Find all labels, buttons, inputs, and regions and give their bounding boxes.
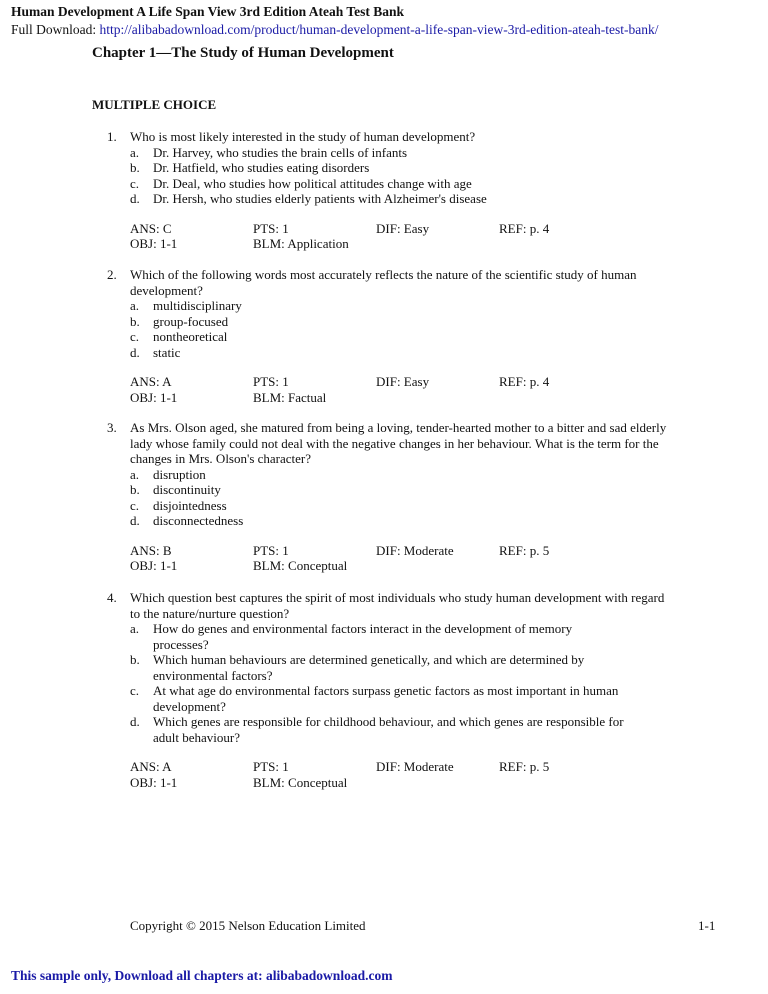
option-text: discontinuity — [153, 482, 221, 497]
ref-field: REF: p. 5 — [499, 542, 550, 558]
answer-meta — [130, 759, 707, 790]
download-link[interactable]: http://alibabadownload.com/product/human-development-a-life-span-view-3rd-edition-ateah-test-bank/ — [99, 22, 659, 37]
option-letter: b. — [130, 160, 140, 175]
option-letter: a. — [130, 621, 140, 636]
option-c — [130, 329, 707, 345]
banner-download-line — [11, 22, 658, 38]
option-letter: c. — [130, 497, 140, 513]
dif-field: DIF: Moderate — [376, 759, 454, 774]
pts-field: PTS: 1 — [253, 759, 289, 774]
blm-field: BLM: Conceptual — [253, 774, 348, 790]
option-d — [130, 714, 707, 745]
ans-field: ANS: A — [130, 374, 172, 389]
question-3 — [107, 420, 707, 574]
ref-field: REF: p. 4 — [499, 220, 550, 236]
ref-field: REF: p. 5 — [499, 759, 550, 774]
option-b — [130, 314, 707, 330]
option-letter: d. — [130, 513, 140, 528]
option-d — [130, 191, 707, 207]
blm-field: BLM: Conceptual — [253, 558, 348, 573]
option-text: Dr. Deal, who studies how political attitudes change with age — [153, 175, 472, 191]
ans-field: ANS: B — [130, 542, 172, 558]
footer-page-number: 1-1 — [698, 918, 716, 933]
dif-field: DIF: Easy — [376, 374, 430, 389]
answer-meta — [130, 374, 707, 405]
option-text: At what age do environmental factors surpass genetic factors as most important in human development? — [153, 683, 619, 714]
option-text: disruption — [153, 466, 206, 482]
option-text: static — [153, 344, 181, 360]
question-stem: Who is most likely interested in the study of human development? — [130, 129, 476, 144]
ans-field: ANS: A — [130, 759, 172, 774]
question-1 — [107, 129, 707, 252]
option-letter: a. — [130, 298, 140, 313]
option-d — [130, 345, 707, 361]
download-notice[interactable]: This sample only, Download all chapters at: alibabadownload.com — [11, 968, 393, 983]
option-letter: d. — [130, 191, 140, 206]
dif-field: DIF: Easy — [376, 220, 430, 236]
option-b — [130, 652, 707, 683]
obj-field: OBJ: 1-1 — [130, 774, 178, 790]
question-stem: Which question best captures the spirit of most individuals who study human development with regard to the nature/nurture question? — [130, 590, 665, 621]
option-text: disjointedness — [153, 497, 227, 513]
question-number: 4. — [107, 590, 117, 605]
question-number: 2. — [107, 267, 117, 282]
question-2 — [107, 267, 707, 405]
option-text: group-focused — [153, 313, 229, 329]
obj-field: OBJ: 1-1 — [130, 389, 178, 405]
question-stem: As Mrs. Olson aged, she matured from being a loving, tender-hearted mother to a bitter and sad elderly lady whose family could not deal with the negative changes in her behaviour. What is the term for the changes in Mrs. Olson's character? — [130, 420, 667, 466]
chapter-title: Chapter 1—The Study of Human Development — [92, 45, 394, 61]
ref-field: REF: p. 4 — [499, 374, 550, 389]
option-d — [130, 513, 707, 529]
obj-field: OBJ: 1-1 — [130, 236, 178, 251]
option-letter: d. — [130, 344, 140, 360]
answer-meta — [130, 543, 707, 574]
option-letter: d. — [130, 714, 140, 729]
section-title: MULTIPLE CHOICE — [92, 97, 217, 112]
option-a — [130, 145, 707, 161]
option-letter: c. — [130, 683, 140, 698]
dif-field: DIF: Moderate — [376, 542, 454, 558]
option-text: Dr. Hatfield, who studies eating disorders — [153, 160, 370, 175]
option-text: disconnectedness — [153, 513, 244, 528]
option-text: Which genes are responsible for childhood behaviour, and which genes are responsible for adult behaviour? — [153, 714, 624, 745]
blm-field: BLM: Application — [253, 236, 349, 251]
download-label: Full Download: — [11, 22, 100, 37]
option-letter: b. — [130, 652, 140, 667]
banner-title: Human Development A Life Span View 3rd Edition Ateah Test Bank — [11, 4, 405, 19]
option-text: How do genes and environmental factors interact in the development of memory processes? — [153, 621, 573, 652]
pts-field: PTS: 1 — [253, 374, 289, 389]
option-a — [130, 621, 707, 652]
option-text: multidisciplinary — [153, 298, 242, 313]
blm-field: BLM: Factual — [253, 389, 327, 405]
option-text: nontheoretical — [153, 329, 228, 344]
pts-field: PTS: 1 — [253, 220, 289, 236]
option-a — [130, 298, 707, 314]
question-stem: Which of the following words most accurately reflects the nature of the scientific study of human development? — [130, 267, 637, 298]
question-number: 3. — [107, 420, 117, 435]
option-text: Which human behaviours are determined genetically, and which are determined by environmental factors? — [153, 652, 585, 683]
footer-copyright: Copyright © 2015 Nelson Education Limited — [130, 918, 366, 933]
option-text: Dr. Hersh, who studies elderly patients with Alzheimer's disease — [153, 191, 487, 206]
option-letter: b. — [130, 482, 140, 497]
question-number: 1. — [107, 129, 117, 144]
option-b — [130, 482, 707, 498]
option-c — [130, 176, 707, 192]
option-letter: b. — [130, 313, 140, 329]
option-a — [130, 467, 707, 483]
option-letter: c. — [130, 329, 140, 344]
option-letter: c. — [130, 175, 140, 191]
option-c — [130, 498, 707, 514]
option-b — [130, 160, 707, 176]
question-4 — [107, 590, 707, 790]
option-letter: a. — [130, 144, 140, 160]
obj-field: OBJ: 1-1 — [130, 558, 178, 573]
option-c — [130, 683, 707, 714]
pts-field: PTS: 1 — [253, 542, 289, 558]
ans-field: ANS: C — [130, 220, 172, 236]
answer-meta — [130, 221, 707, 252]
option-text: Dr. Harvey, who studies the brain cells of infants — [153, 144, 408, 160]
option-letter: a. — [130, 466, 140, 482]
